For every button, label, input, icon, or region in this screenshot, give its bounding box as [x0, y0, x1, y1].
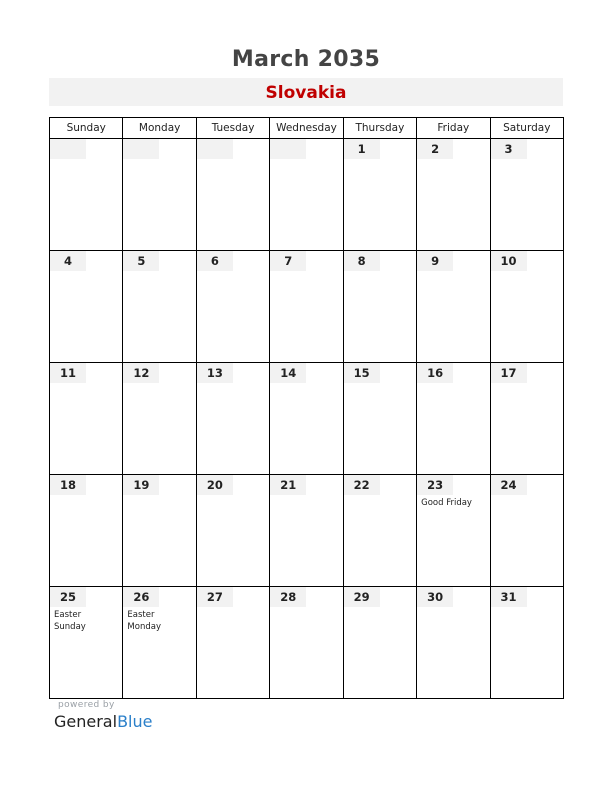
- day-number: 15: [344, 363, 380, 383]
- day-cell: [196, 587, 269, 699]
- day-number: 27: [197, 587, 233, 607]
- day-number: 30: [417, 587, 453, 607]
- day-cell: [50, 363, 123, 475]
- day-number: 24: [491, 475, 527, 495]
- day-number: 11: [50, 363, 86, 383]
- day-cell: [50, 251, 123, 363]
- day-cell: [417, 363, 490, 475]
- weekday-header: Friday: [417, 118, 490, 139]
- day-number: 16: [417, 363, 453, 383]
- brand-blue: Blue: [117, 712, 153, 731]
- holiday-label: Good Friday: [421, 498, 472, 508]
- day-number: 6: [197, 251, 233, 271]
- day-number: [197, 139, 233, 159]
- day-number: 13: [197, 363, 233, 383]
- holiday-label: Easter Monday: [127, 610, 161, 632]
- day-cell: [343, 139, 416, 251]
- day-cell: [417, 139, 490, 251]
- week-row: [50, 251, 564, 363]
- weekday-header: Saturday: [490, 118, 563, 139]
- day-number: 26: [123, 587, 159, 607]
- day-number: 31: [491, 587, 527, 607]
- day-number: 19: [123, 475, 159, 495]
- day-cell: [270, 587, 343, 699]
- day-number: 5: [123, 251, 159, 271]
- day-cell: [490, 251, 563, 363]
- day-cell: [270, 363, 343, 475]
- day-cell: [270, 251, 343, 363]
- day-cell: [123, 363, 196, 475]
- day-number: 28: [270, 587, 306, 607]
- day-cell: [50, 475, 123, 587]
- day-cell: [490, 363, 563, 475]
- day-cell: [490, 587, 563, 699]
- day-number: 4: [50, 251, 86, 271]
- day-number: 3: [491, 139, 527, 159]
- generalblue-logo[interactable]: [54, 712, 152, 731]
- weekday-header: Sunday: [50, 118, 123, 139]
- day-cell: [343, 587, 416, 699]
- country-banner: [49, 78, 563, 106]
- day-number: 2: [417, 139, 453, 159]
- day-number: [50, 139, 86, 159]
- week-row: [50, 475, 564, 587]
- day-cell: [196, 363, 269, 475]
- day-cell: [270, 475, 343, 587]
- day-number: 22: [344, 475, 380, 495]
- day-number: 10: [491, 251, 527, 271]
- day-cell: [270, 139, 343, 251]
- day-number: 12: [123, 363, 159, 383]
- holiday-label: Easter Sunday: [54, 610, 86, 632]
- day-cell: [50, 139, 123, 251]
- day-number: 8: [344, 251, 380, 271]
- weekday-header: Wednesday: [270, 118, 343, 139]
- day-cell: [343, 363, 416, 475]
- day-number: 1: [344, 139, 380, 159]
- day-cell: [490, 475, 563, 587]
- country-name: Slovakia: [265, 83, 347, 103]
- powered-by-text: powered by: [58, 700, 115, 710]
- day-cell: [123, 587, 196, 699]
- day-number: 14: [270, 363, 306, 383]
- day-cell: [196, 251, 269, 363]
- week-row: [50, 363, 564, 475]
- weekday-header: Tuesday: [196, 118, 269, 139]
- day-number: 21: [270, 475, 306, 495]
- day-cell: [123, 251, 196, 363]
- day-number: 9: [417, 251, 453, 271]
- day-number: 7: [270, 251, 306, 271]
- week-row: [50, 587, 564, 699]
- day-number: 23: [417, 475, 453, 495]
- day-cell: [417, 475, 490, 587]
- day-number: [123, 139, 159, 159]
- brand-general: General: [54, 712, 118, 731]
- day-cell: [123, 475, 196, 587]
- calendar-grid: [49, 117, 564, 699]
- day-cell: [490, 139, 563, 251]
- weekday-header: Monday: [123, 118, 196, 139]
- day-number: 20: [197, 475, 233, 495]
- day-number: 29: [344, 587, 380, 607]
- day-number: 17: [491, 363, 527, 383]
- day-cell: [123, 139, 196, 251]
- day-cell: [343, 251, 416, 363]
- weekday-header: Thursday: [343, 118, 416, 139]
- day-number: 18: [50, 475, 86, 495]
- day-cell: [417, 587, 490, 699]
- week-row: [50, 139, 564, 251]
- day-cell: [196, 475, 269, 587]
- day-cell: [343, 475, 416, 587]
- weekday-header-row: [50, 118, 564, 139]
- day-cell: [196, 139, 269, 251]
- page-title: March 2035: [231, 47, 381, 72]
- day-number: [270, 139, 306, 159]
- day-cell: [50, 587, 123, 699]
- day-cell: [417, 251, 490, 363]
- day-number: 25: [50, 587, 86, 607]
